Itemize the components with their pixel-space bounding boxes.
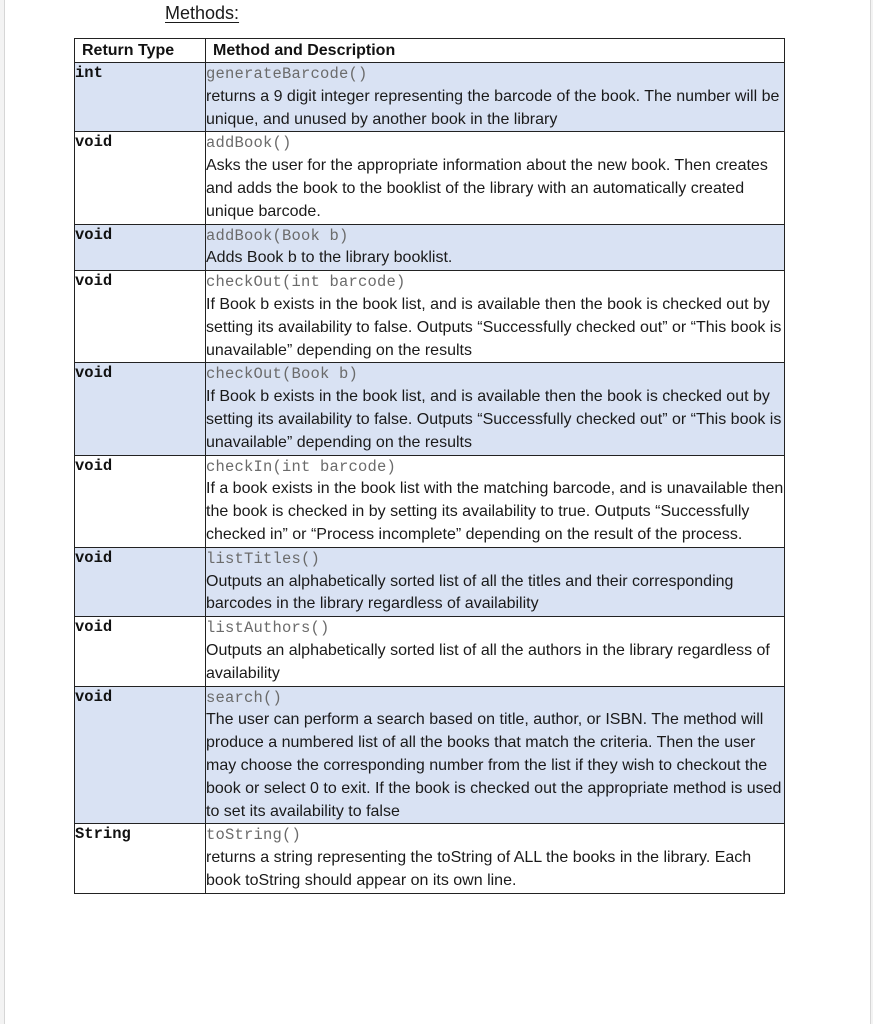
method-description: If a book exists in the book list with the matching barcode, and is unavailable then the book is checked in by setting its availability to true. Outputs “Successfully checked in” or “Process incomplete” depending on the result of the process. [206, 480, 784, 543]
table-row [75, 363, 785, 455]
method-description-cell [206, 224, 785, 271]
table-header-row [75, 39, 785, 63]
table-row [75, 224, 785, 271]
method-description-cell [206, 132, 785, 224]
method-description-cell [206, 824, 785, 893]
method-description: returns a string representing the toString of ALL the books in the library. Each book toString should appear on its own line. [206, 849, 752, 889]
table-row [75, 455, 785, 547]
return-type-cell: void [75, 363, 206, 455]
method-signature: addBook() [206, 134, 292, 153]
table-row [75, 824, 785, 893]
method-description-cell [206, 63, 785, 132]
method-signature: listAuthors() [206, 619, 330, 638]
method-description: If Book b exists in the book list, and is available then the book is checked out by setting its availability to false. Outputs “Successfully checked out” or “This book is unavailable” depending on the results [206, 388, 782, 451]
return-type-cell: void [75, 686, 206, 824]
return-type-cell: void [75, 455, 206, 547]
method-description: Outputs an alphabetically sorted list of all the titles and their corresponding barcodes in the library regardless of availability [206, 572, 734, 613]
table-row [75, 617, 785, 686]
method-signature: search() [206, 688, 283, 707]
method-description: Adds Book b to the library booklist. [206, 249, 453, 267]
return-type-cell: void [75, 547, 206, 616]
method-description-cell [206, 363, 785, 455]
table-row [75, 63, 785, 132]
method-description: Outputs an alphabetically sorted list of all the authors in the library regardless of availability [206, 641, 770, 682]
method-description: The user can perform a search based on title, author, or ISBN. The method will produce a numbered list of all the books that match the criteria. Then the user may choose the corresponding number from the list if they wish to checkout the book or select 0 to exit. If the book is checked out the appropriate method is used to set its availability to false [206, 711, 782, 820]
method-description: Asks the user for the appropriate information about the new book. Then creates and adds the book to the booklist of the library with an automatically created unique barcode. [206, 157, 768, 220]
method-description: If Book b exists in the book list, and is available then the book is checked out by setting its availability to false. Outputs “Successfully checked out” or “This book is unavailable” depending on the results [206, 295, 782, 359]
method-description-cell [206, 547, 785, 616]
return-type-cell: void [75, 617, 206, 686]
method-description-cell [206, 455, 785, 547]
method-signature: addBook(Book b) [206, 226, 349, 245]
method-description-cell [206, 617, 785, 686]
table-row [75, 547, 785, 616]
table-row [75, 132, 785, 224]
methods-table [74, 38, 785, 894]
return-type-cell: int [75, 63, 206, 132]
header-return-type: Return Type [75, 39, 206, 63]
table-row [75, 686, 785, 824]
return-type-cell: void [75, 132, 206, 224]
table-row [75, 271, 785, 363]
method-description-cell [206, 271, 785, 363]
method-signature: generateBarcode() [206, 65, 368, 83]
header-method-description: Method and Description [206, 39, 785, 63]
return-type-cell: String [75, 824, 206, 893]
method-signature: checkOut(Book b) [206, 365, 359, 384]
method-signature: checkOut(int barcode) [206, 273, 406, 292]
document-page [4, 0, 871, 1024]
method-description-cell [206, 686, 785, 824]
return-type-cell: void [75, 271, 206, 363]
method-signature: toString() [206, 826, 302, 845]
section-title: Methods: [165, 3, 240, 23]
method-signature: listTitles() [206, 549, 321, 568]
return-type-cell: void [75, 224, 206, 271]
method-signature: checkIn(int barcode) [206, 457, 397, 476]
method-description: returns a 9 digit integer representing the barcode of the book. The number will be unique, and unused by another book in the library [206, 87, 780, 128]
